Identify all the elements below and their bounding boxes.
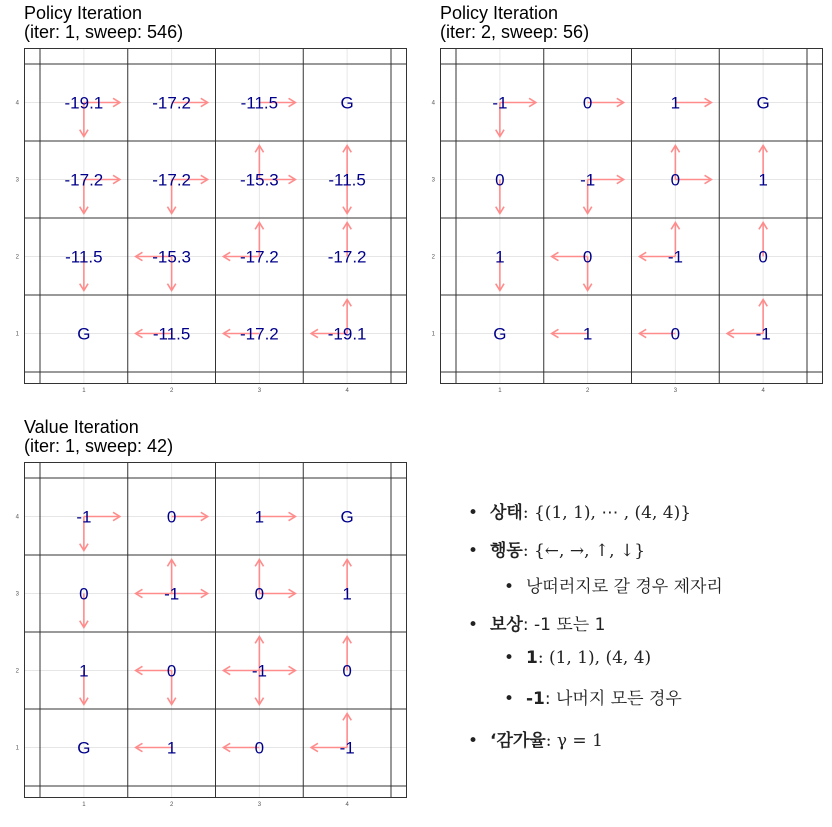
- bullet-dot: •: [468, 503, 479, 523]
- y-tick-label: 1: [15, 745, 19, 752]
- cell-value: 0: [166, 661, 177, 681]
- cell-value: 0: [582, 247, 593, 267]
- policy-grid: [431, 48, 830, 394]
- note-state: [468, 498, 691, 523]
- cell-value: 0: [79, 584, 89, 604]
- cell-value: -11.5: [152, 324, 191, 344]
- cell-value: G: [340, 507, 354, 527]
- note-reward-sub1: [504, 648, 651, 668]
- cell-value: 1: [254, 507, 265, 527]
- cell-value: 1: [342, 584, 352, 604]
- panel-policy-iter-1: [15, 3, 414, 396]
- cell-value: 0: [670, 324, 681, 344]
- cell-value: -19.1: [64, 93, 104, 113]
- y-tick-label: 1: [431, 331, 435, 338]
- cell-value: -15.3: [152, 247, 191, 267]
- panel-title: [440, 4, 589, 42]
- cell-value: -1: [339, 738, 355, 758]
- cell-value: -15.3: [240, 170, 279, 190]
- cell-value: 0: [582, 93, 593, 113]
- x-tick-label: 4: [345, 802, 349, 808]
- cell-value: -11.5: [65, 247, 103, 267]
- panel-title-line1: Policy Iteration: [440, 3, 559, 23]
- panel-title-line2: (iter: 1, sweep: 546): [24, 22, 184, 42]
- cell-value: -17.2: [152, 170, 191, 190]
- y-tick-label: 3: [431, 177, 435, 184]
- sub-bullet-dot: •: [504, 689, 515, 709]
- sub-bullet-dot: •: [504, 577, 515, 597]
- y-tick-label: 4: [15, 514, 19, 521]
- x-tick-label: 4: [761, 388, 765, 394]
- cell-value: -1: [76, 507, 92, 527]
- panel-title-line2: (iter: 2, sweep: 56): [440, 22, 590, 42]
- y-tick-label: 3: [15, 177, 19, 184]
- grid-cell: [77, 325, 90, 344]
- note-reward-label: 보상: [490, 615, 523, 635]
- bullet-dot: •: [468, 731, 479, 751]
- cell-value: -17.2: [327, 247, 367, 267]
- cell-value: -1: [667, 247, 683, 267]
- grid-cell: [341, 508, 354, 527]
- cell-value: 0: [670, 170, 681, 190]
- note-reward-value: : -1 또는 1: [522, 615, 606, 635]
- panel-value-iter-1: [15, 417, 414, 818]
- x-tick-label: 1: [82, 802, 86, 808]
- sub-bullet-dot: •: [504, 648, 515, 668]
- panel-title: [24, 418, 173, 456]
- cell-value: 0: [495, 170, 505, 190]
- cell-value: G: [77, 324, 91, 344]
- y-tick-label: 1: [15, 331, 19, 338]
- note-reward-sub2: [504, 684, 682, 709]
- note-action-label: 행동: [490, 541, 523, 561]
- cell-value: G: [77, 738, 91, 758]
- note-reward: [468, 610, 605, 635]
- cell-value: -17.2: [240, 324, 279, 344]
- panel-title-line1: Value Iteration: [24, 417, 139, 437]
- cell-value: -17.2: [64, 170, 104, 190]
- note-state-value: : {(1, 1), ⋯ , (4, 4)}: [522, 503, 692, 523]
- cell-value: G: [756, 93, 770, 113]
- panel-policy-iter-2: [431, 3, 830, 396]
- policy-grid: [15, 462, 414, 808]
- bullet-dot: •: [468, 541, 479, 561]
- cell-value: 1: [670, 93, 681, 113]
- cell-value: -1: [251, 661, 267, 681]
- cell-value: G: [493, 324, 507, 344]
- cell-value: -1: [755, 324, 771, 344]
- cell-value: -1: [492, 93, 508, 113]
- grid-cell: [341, 94, 354, 113]
- cell-value: -11.5: [328, 170, 366, 190]
- grid-cell: [757, 94, 770, 113]
- panel-title-line1: Policy Iteration: [24, 3, 143, 23]
- cell-value: -17.2: [152, 93, 191, 113]
- note-discount-value: : γ = 1: [545, 731, 603, 751]
- cell-value: -1: [164, 584, 180, 604]
- cell-value: -11.5: [240, 93, 279, 113]
- note-reward-sub1-value: : (1, 1), (4, 4): [537, 648, 652, 668]
- bullet-dot: •: [468, 615, 479, 635]
- x-tick-label: 3: [673, 388, 678, 394]
- cell-value: 0: [342, 661, 352, 681]
- y-tick-label: 4: [431, 100, 435, 107]
- cell-value: -1: [580, 170, 596, 190]
- cell-value: 0: [166, 507, 177, 527]
- y-tick-label: 2: [15, 254, 19, 261]
- cell-value: 1: [495, 247, 505, 267]
- note-reward-sub1-label: 1: [526, 648, 538, 668]
- y-tick-label: 2: [15, 668, 19, 675]
- note-action-sub: [504, 572, 723, 597]
- y-tick-label: 3: [15, 591, 19, 598]
- note-action: [468, 536, 645, 561]
- cell-value: 1: [582, 324, 593, 344]
- panel-title: [24, 4, 183, 42]
- y-tick-label: 2: [431, 254, 435, 261]
- note-action-sub-text: 낭떠러지로 갈 경우 제자리: [526, 577, 723, 597]
- note-discount: [468, 726, 603, 751]
- cell-value: 1: [758, 170, 768, 190]
- grid-cell: [493, 325, 506, 344]
- x-tick-label: 3: [257, 802, 262, 808]
- x-tick-label: 2: [169, 802, 174, 808]
- x-tick-label: 2: [169, 388, 174, 394]
- cell-value: 1: [166, 738, 177, 758]
- cell-value: 0: [254, 738, 265, 758]
- x-tick-label: 3: [257, 388, 262, 394]
- cell-value: 0: [758, 247, 768, 267]
- note-reward-sub2-value: : 나머지 모든 경우: [544, 689, 682, 709]
- x-tick-label: 4: [345, 388, 349, 394]
- cell-value: -17.2: [240, 247, 279, 267]
- note-state-label: 상태: [490, 503, 523, 523]
- note-discount-label: ‘감가율: [490, 731, 546, 751]
- cell-value: 0: [254, 584, 265, 604]
- x-tick-label: 1: [82, 388, 86, 394]
- x-tick-label: 2: [585, 388, 590, 394]
- cell-value: 1: [79, 661, 89, 681]
- x-tick-label: 1: [498, 388, 502, 394]
- cell-value: -19.1: [327, 324, 367, 344]
- note-reward-sub2-label: -1: [526, 689, 545, 709]
- grid-cell: [77, 739, 90, 758]
- cell-value: G: [340, 93, 354, 113]
- policy-grid: [15, 48, 414, 394]
- y-tick-label: 4: [15, 100, 19, 107]
- note-action-value: : {←, →, ↑, ↓}: [522, 541, 646, 561]
- panel-title-line2: (iter: 1, sweep: 42): [24, 436, 174, 456]
